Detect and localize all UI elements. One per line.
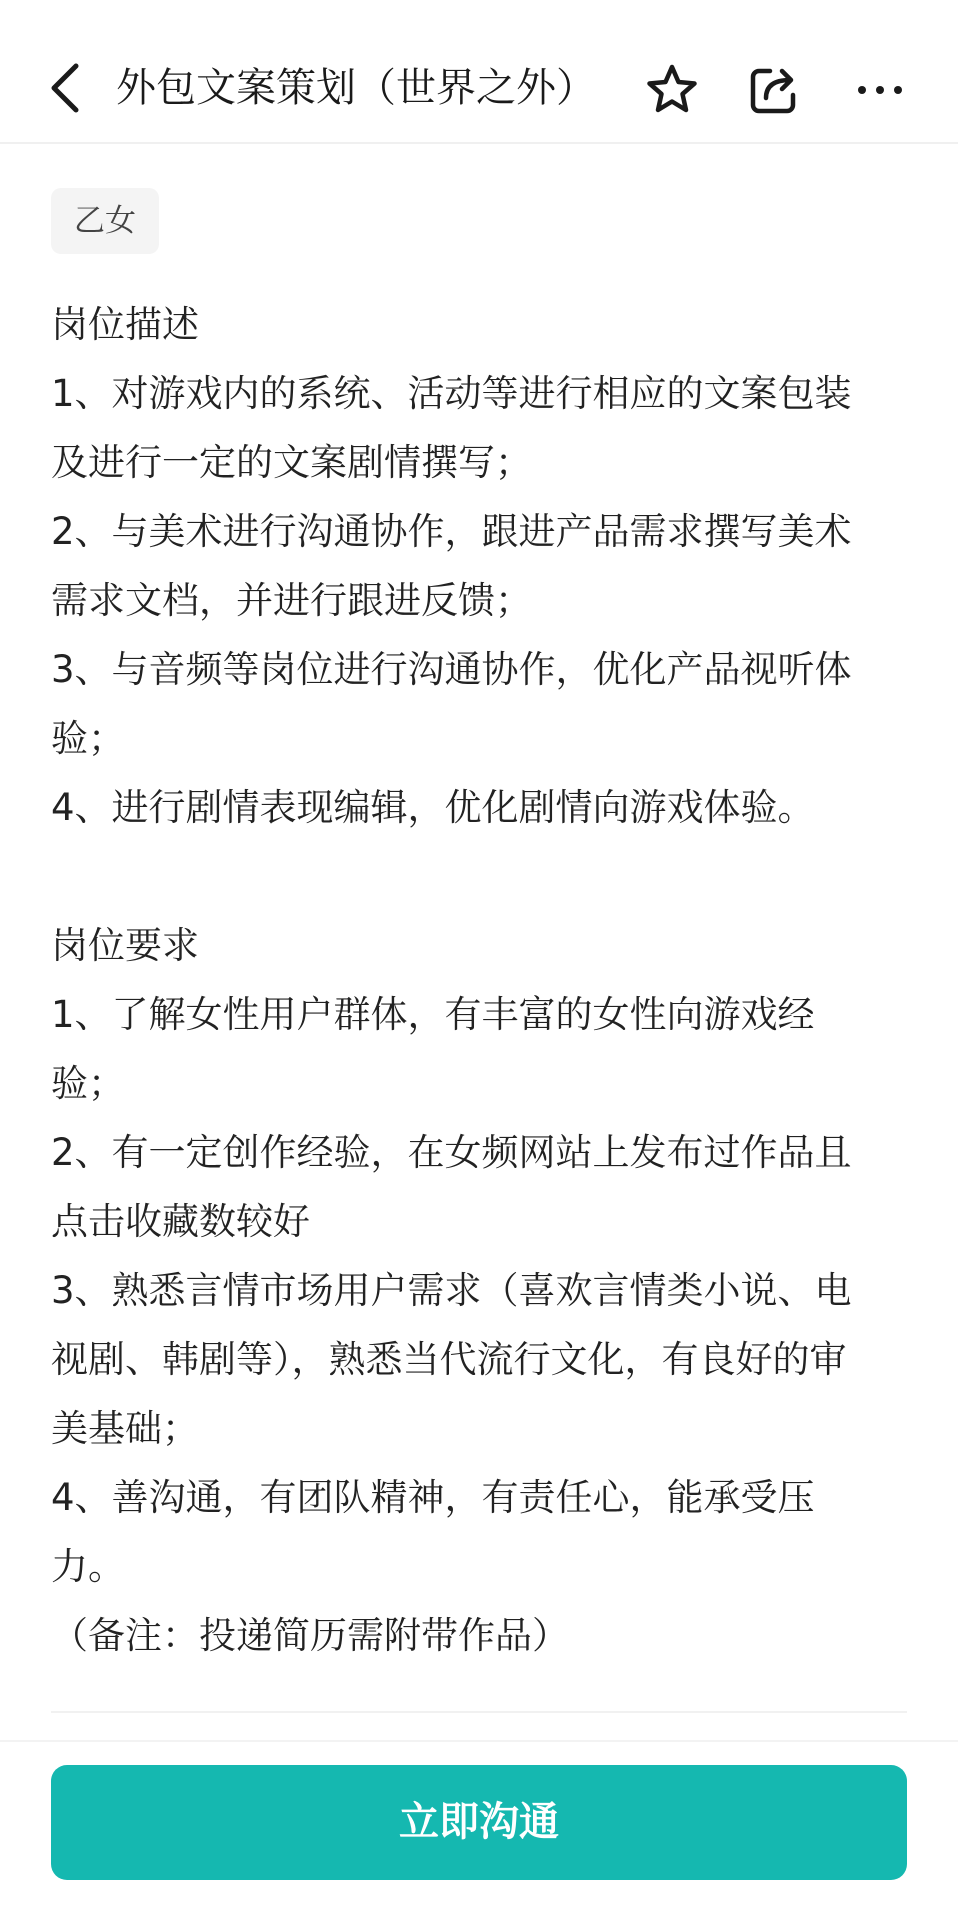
requirement-line: 4、善沟通，有团队精神，有责任心，能承受压	[51, 1476, 815, 1519]
requirement-line: 2、有一定创作经验，在女频网站上发布过作品且	[51, 1131, 852, 1174]
share-button[interactable]	[746, 62, 802, 118]
requirement-line: 验；	[51, 1062, 125, 1105]
more-icon	[852, 62, 908, 118]
chevron-left-icon	[44, 58, 88, 118]
requirement-line: 视剧、韩剧等），熟悉当代流行文化，有良好的审	[51, 1338, 847, 1381]
top-nav-bar	[0, 0, 958, 144]
section-heading-requirements: 岗位要求	[51, 924, 199, 967]
requirement-line: 力。	[51, 1545, 125, 1588]
content-divider	[51, 1711, 907, 1713]
description-line: 2、与美术进行沟通协作，跟进产品需求撰写美术	[51, 510, 852, 553]
chat-now-button[interactable]: 立即沟通	[51, 1765, 907, 1880]
star-icon	[644, 62, 700, 118]
description-line: 及进行一定的文案剧情撰写；	[51, 441, 532, 484]
requirement-line: 1、了解女性用户群体，有丰富的女性向游戏经	[51, 993, 815, 1036]
back-button[interactable]	[44, 58, 88, 118]
requirement-line: 点击收藏数较好	[51, 1200, 310, 1243]
requirement-line: 美基础；	[51, 1407, 199, 1450]
more-options-button[interactable]	[852, 62, 908, 118]
job-detail-content	[51, 290, 911, 1670]
category-tag: 乙女	[51, 188, 159, 254]
share-icon	[746, 62, 802, 118]
description-line: 4、进行剧情表现编辑，优化剧情向游戏体验。	[51, 786, 815, 829]
description-line: 1、对游戏内的系统、活动等进行相应的文案包装	[51, 372, 852, 415]
page-title: 外包文案策划（世界之外）	[116, 65, 596, 111]
description-line: 需求文档，并进行跟进反馈；	[51, 579, 532, 622]
section-spacer	[51, 842, 911, 911]
requirement-line: 3、熟悉言情市场用户需求（喜欢言情类小说、电	[51, 1269, 852, 1312]
section-heading-description: 岗位描述	[51, 303, 199, 346]
description-line: 3、与音频等岗位进行沟通协作，优化产品视听体	[51, 648, 852, 691]
description-line: 验；	[51, 717, 125, 760]
remark-line: （备注：投递简历需附带作品）	[51, 1614, 569, 1657]
favorite-button[interactable]	[644, 62, 700, 118]
